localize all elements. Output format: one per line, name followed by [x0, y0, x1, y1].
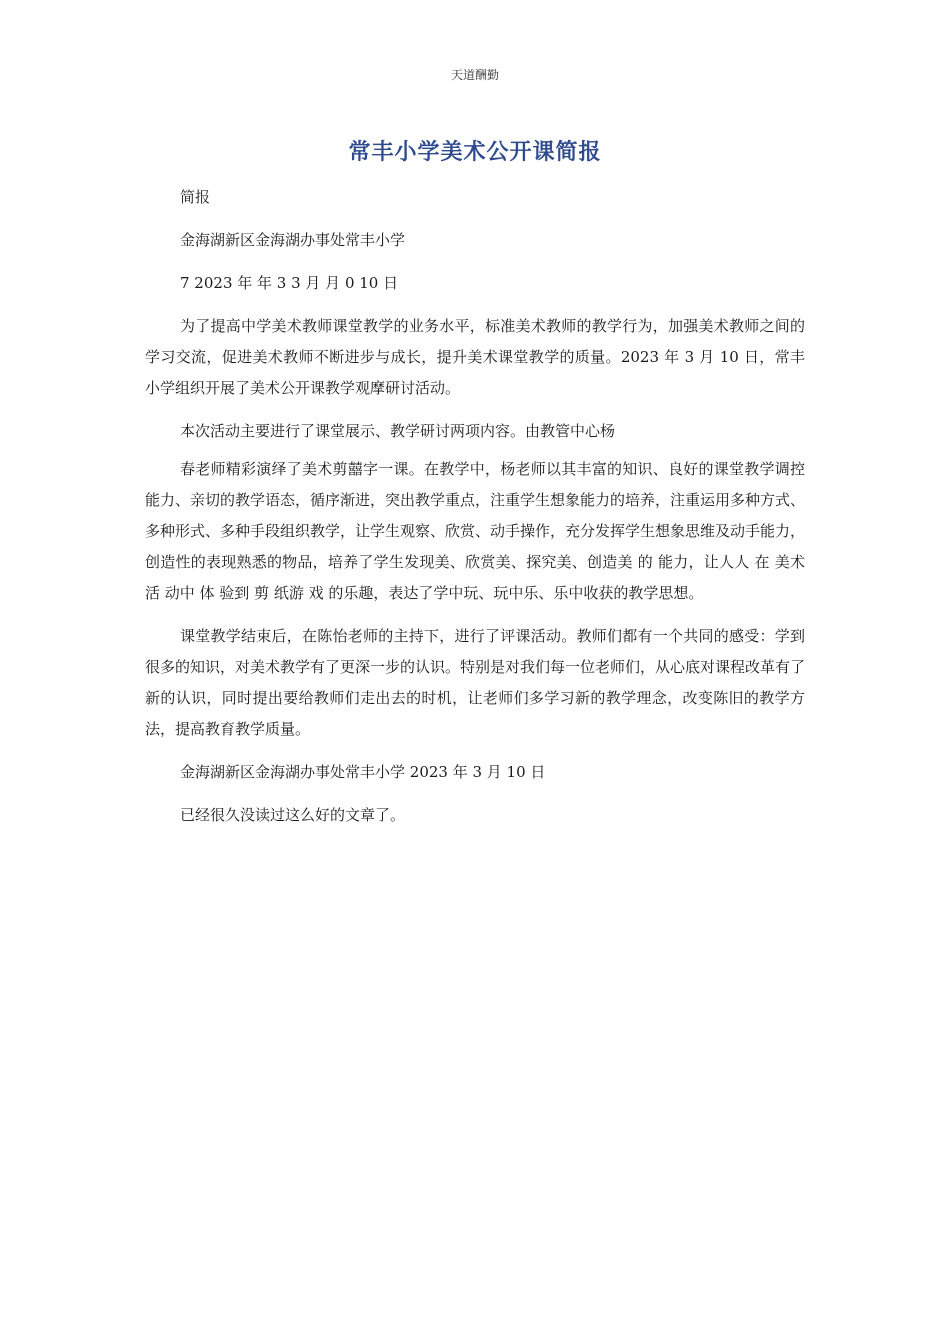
paragraph-content: 本次活动主要进行了课堂展示、教学研讨两项内容。由教管中心杨	[180, 422, 616, 440]
paragraph-date: 7 2023 年 年 3 3 月 月 0 10 日	[180, 274, 399, 292]
document-title: 常丰小学美术公开课简报	[348, 140, 602, 165]
paragraph-review: 课堂教学结束后，在陈怡老师的主持下，进行了评课活动。教师们都有一个共同的感受：学到很多的知识，对美术教学有了更深一步的认识。特别是对我们每一位老师们，从心底对课程改革有了新的认识，同时提出要给教师们走出去的时机，让老师们多学习新的教学理念，改变陈旧的教学方法，提高教育教学质量。	[145, 627, 806, 738]
document-body	[145, 182, 805, 843]
paragraph-label: 简报	[180, 188, 211, 206]
paragraph-comment: 已经很久没读过这么好的文章了。	[180, 806, 406, 824]
paragraph-intro: 为了提高中学美术教师课堂教学的业务水平，标准美术教师的教学行为，加强美术教师之间的学习交流，促进美术教师不断进步与成长，提升美术课堂教学的质量。2023 年 3 月 10 日，常丰小学组织开展了美术公开课教学观摩研讨活动。	[145, 317, 805, 397]
page-header: 天道酬勤	[450, 68, 499, 82]
paragraph-teaching: 春老师精彩演绎了美术剪囍字一课。在教学中，杨老师以其丰富的知识、良好的课堂教学调控能力、亲切的教学语态，循序渐进，突出教学重点，注重学生想象能力的培养，注重运用多种方式、多种形式、多种手段组织教学，让学生观察、欣赏、动手操作，充分发挥学生想象思维及动手能力，创造性的表现熟悉的物品，培养了学生发现美、欣赏美、探究美、创造美 的 能力，让人人 在 美术 活 动中 体 验到 剪 纸游 戏 的乐趣，表达了学中玩、玩中乐、乐中收获的教学思想。	[145, 460, 806, 602]
paragraph-signature: 金海湖新区金海湖办事处常丰小学 2023 年 3 月 10 日	[180, 763, 546, 781]
paragraph-school: 金海湖新区金海湖办事处常丰小学	[180, 231, 406, 249]
